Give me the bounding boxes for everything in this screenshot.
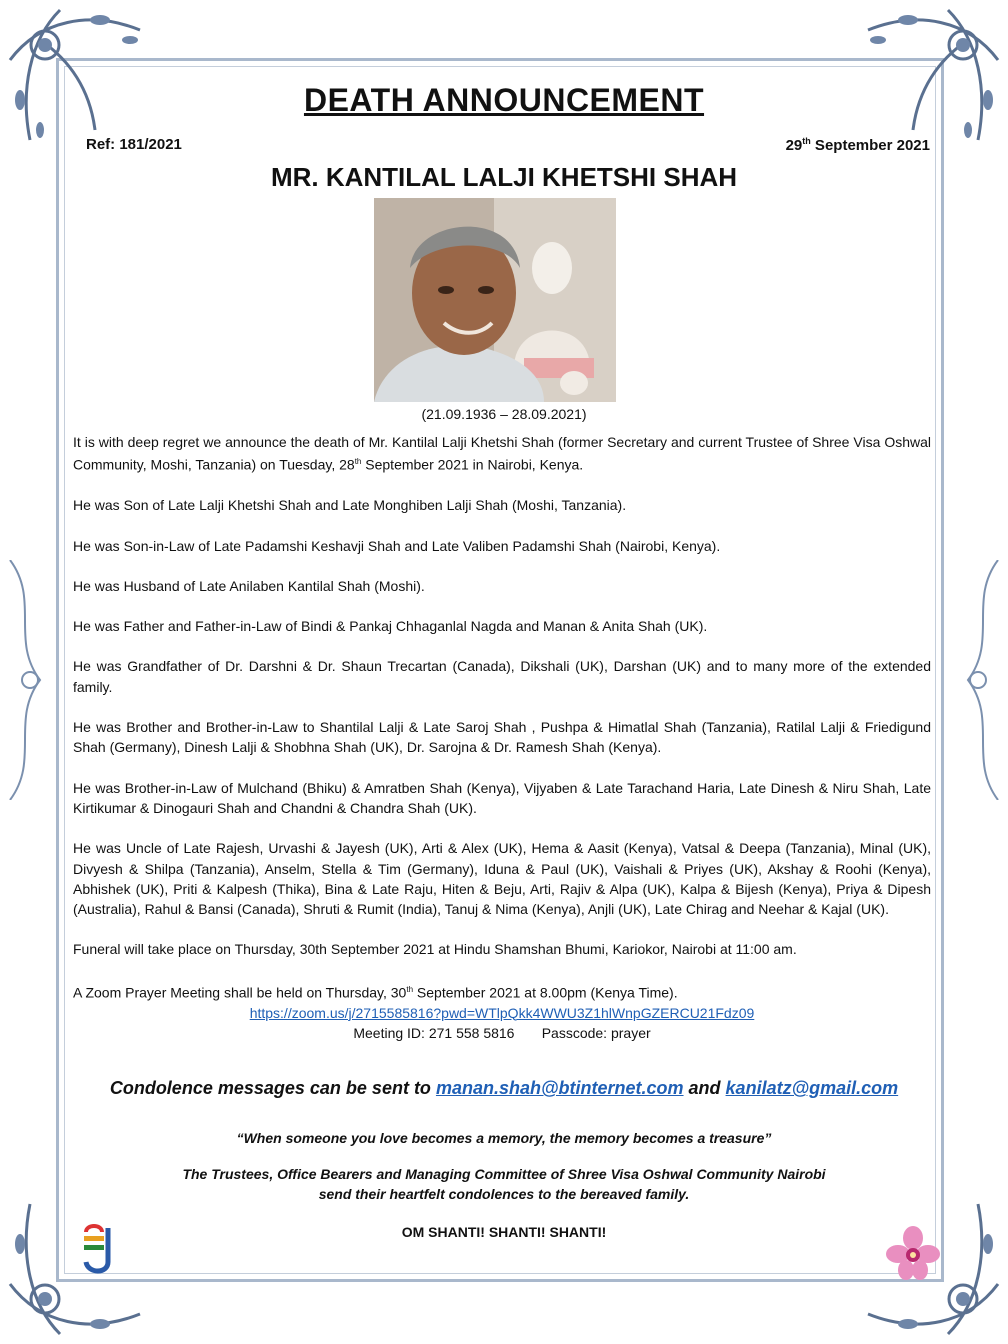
zoom-details — [73, 1003, 931, 1043]
paragraph-father: He was Father and Father-in-Law of Bindi & Pankaj Chhaganlal Nagda and Manan & Anita Shah (UK). — [73, 618, 708, 635]
life-dates: (21.09.1936 – 28.09.2021) — [421, 406, 587, 422]
ordinal-suffix: th — [354, 457, 362, 467]
portrait-photo — [374, 198, 616, 402]
paragraph-text: A Zoom Prayer Meeting shall be held on Thursday, 30 — [73, 984, 407, 1001]
date-rest: September 2021 — [810, 137, 930, 154]
side-ornament-right — [948, 560, 1008, 800]
paragraph-husband: He was Husband of Late Anilaben Kantilal Shah (Moshi). — [73, 577, 425, 594]
trustees-line-1: The Trustees, Office Bearers and Managing Committee of Shree Visa Oshwal Community Nairobi — [182, 1166, 826, 1182]
paragraph-grandfather: He was Grandfather of Dr. Darshni & Dr. Shaun Trecartan (Canada), Dikshali (UK), Darshan (UK) and to many more of the extended family. — [73, 658, 931, 695]
side-ornament-left — [0, 560, 60, 800]
deceased-name: MR. KANTILAL LALJI KHETSHI SHAH — [270, 162, 738, 192]
email-link-kanilatz[interactable]: kanilatz@gmail.com — [725, 1078, 899, 1098]
paragraph-text: September 2021 in Nairobi, Kenya. — [361, 456, 584, 473]
paragraph-text: It is with deep regret we announce the death of Mr. Kantilal Lalji Khetshi Shah (former Secretary and current Trustee of Shree Visa Oshwal Community, Moshi, Tanzania) on Tuesday, 28 — [73, 434, 931, 473]
paragraph-uncle: He was Uncle of Late Rajesh, Urvashi & Jayesh (UK), Arti & Alex (UK), Hema & Aasit (Kenya), Vatsal & Deepa (Tanzania), Minal (UK), Divyesh & Shilpa (Tanzania), Anselm, Stella & Tim (Germany), Iduna & Paul (UK), Vaishali & Priyes (UK), Akshay & Roohi (Kenya), Abhishek (UK), Priti & Kalpesh (Thika), Bina & Late Raju, Hiten & Beju, Arti, Rajiv & Alpa (UK), Kalpa & Bijesh (Kenya), Priya & Dipesh (Australia), Rahul & Bansi (Canada), Shruti & Rumit (India), Tanuj & Nima (Kenya), Anjli (UK), Late Chirag and Neehar & Kajal (UK). — [73, 840, 931, 918]
community-logo-icon — [78, 1218, 118, 1278]
meeting-id: Meeting ID: 271 558 5816 — [353, 1024, 515, 1041]
trustees-line-2: send their heartfelt condolences to the bereaved family. — [318, 1186, 690, 1202]
announcement-date — [786, 136, 930, 154]
paragraph-zoom — [73, 980, 931, 1003]
orchid-flower-icon — [886, 1226, 940, 1282]
paragraph-brother: He was Brother and Brother-in-Law to Shantilal Lalji & Late Saroj Shah , Pushpa & Himatlal Shah (Tanzania), Ratilal Lalji & Friedigund Shah (Germany), Dinesh Lalji & Shobhna Shah (UK), Dr. Sarojna & Dr. Ramesh Shah (Kenya). — [73, 719, 931, 756]
ordinal-suffix: th — [406, 984, 414, 994]
email-link-manan[interactable]: manan.shah@btinternet.com — [435, 1078, 684, 1098]
paragraph-announcement — [73, 432, 931, 475]
paragraph-son: He was Son of Late Lalji Khetshi Shah and Late Monghiben Lalji Shah (Moshi, Tanzania). — [73, 497, 627, 514]
paragraph-funeral: Funeral will take place on Thursday, 30th September 2021 at Hindu Shamshan Bhumi, Kariokor, Nairobi at 11:00 am. — [73, 941, 797, 958]
zoom-link[interactable]: https://zoom.us/j/2715585816?pwd=WTlpQkk4WWU3Z1hlWnpGZERCU21Fdz09 — [249, 1004, 755, 1021]
condolence-line — [0, 1078, 1008, 1099]
condolence-prefix: Condolence messages can be sent to — [109, 1078, 436, 1098]
closing-prayer: OM SHANTI! SHANTI! SHANTI! — [401, 1224, 607, 1240]
page-title: DEATH ANNOUNCEMENT — [303, 82, 705, 118]
date-day: 29 — [785, 137, 803, 154]
paragraph-son-in-law: He was Son-in-Law of Late Padamshi Keshavji Shah and Late Valiben Padamshi Shah (Nairobi, Kenya). — [73, 537, 721, 554]
trustees-message — [0, 1164, 1008, 1204]
reference-number: Ref: 181/2021 — [86, 136, 182, 153]
announcement-body — [73, 432, 931, 1043]
passcode: Passcode: prayer — [541, 1024, 651, 1041]
paragraph-brother-in-law: He was Brother-in-Law of Mulchand (Bhiku) & Amratben Shah (Kenya), Vijyaben & Late Tarachand Haria, Late Dinesh & Niru Shah, Late Kirtikumar & Dinogauri Shah and Chandni & Chandra Shah (UK). — [73, 779, 931, 816]
memorial-quote: “When someone you love becomes a memory, the memory becomes a treasure” — [236, 1130, 772, 1146]
date-suffix: th — [802, 136, 811, 146]
paragraph-text: September 2021 at 8.00pm (Kenya Time). — [413, 984, 678, 1001]
condolence-and: and — [683, 1078, 726, 1098]
